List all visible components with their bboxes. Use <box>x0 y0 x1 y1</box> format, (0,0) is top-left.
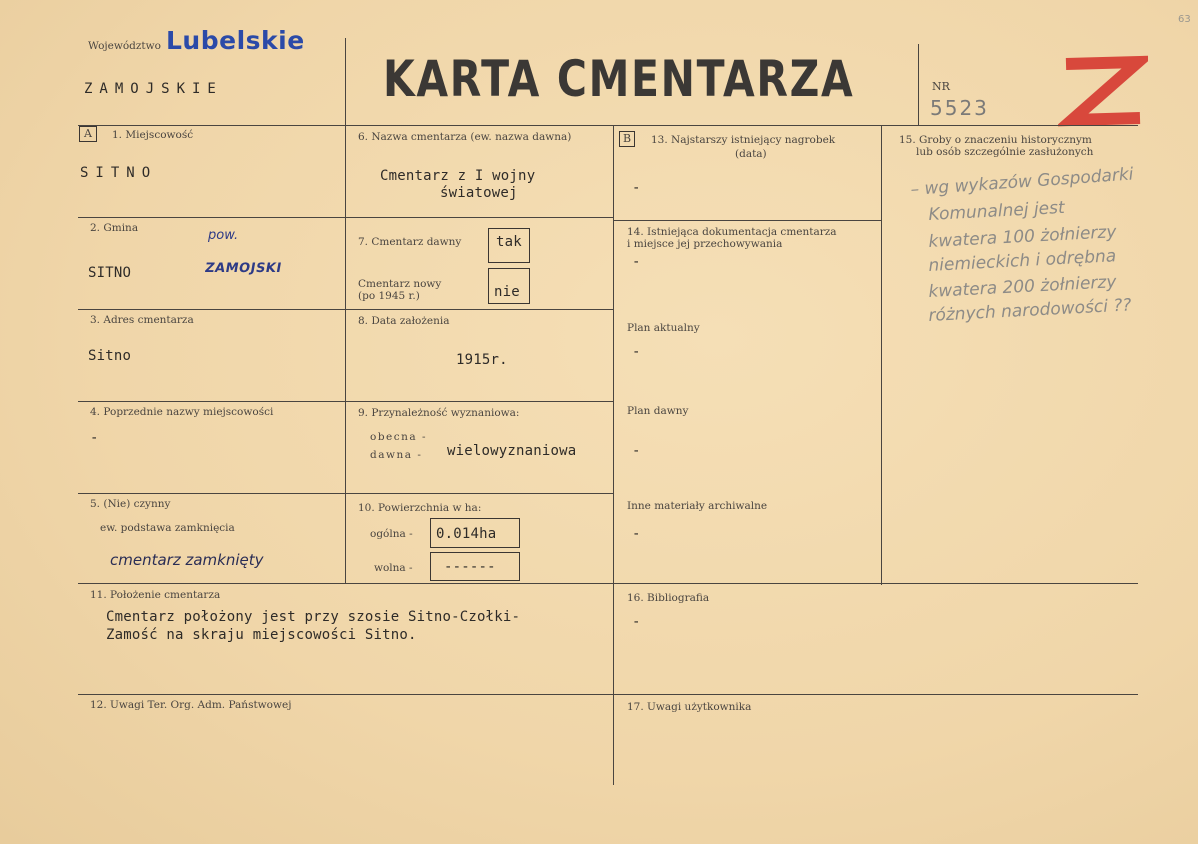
field-16-value: - <box>632 614 641 630</box>
plan-old-value: - <box>632 443 641 459</box>
header-divider <box>345 38 346 126</box>
field-4-value: - <box>90 430 99 446</box>
field-9-current-label: obecna - <box>370 431 428 443</box>
district-name: ZAMOJSKIE <box>84 81 223 97</box>
field-11-line1: Cmentarz położony jest przy szosie Sitno-Czołki- <box>106 609 521 625</box>
voivodeship-stamp: Lubelskie <box>166 26 305 55</box>
field-11-label: 11. Położenie cmentarza <box>90 589 221 601</box>
field-4-label: 4. Poprzednie nazwy miejscowości <box>90 406 274 418</box>
field-14-label: 14. Istniejąca dokumentacja cmentarza <box>627 226 837 238</box>
section-a-badge: A <box>79 126 97 142</box>
field-10-total-label: ogólna - <box>370 528 413 540</box>
field-13-value: - <box>632 180 641 196</box>
field-15-note-line: – wg wykazów Gospodarki <box>910 164 1135 200</box>
row-divider <box>78 125 1138 126</box>
field-9-former-label: dawna - <box>370 449 423 461</box>
corner-mark: 63 <box>1178 14 1191 25</box>
field-9-label: 9. Przynależność wyznaniowa: <box>358 407 520 419</box>
field-2-label: 2. Gmina <box>90 222 139 234</box>
field-17-label: 17. Uwagi użytkownika <box>627 701 752 713</box>
field-6-value-line2: światowej <box>440 185 518 201</box>
row-divider <box>613 220 881 221</box>
field-2-value: SITNO <box>88 265 132 281</box>
field-6-label: 6. Nazwa cmentarza (ew. nazwa dawna) <box>358 131 572 143</box>
field-14-value: - <box>632 254 641 270</box>
field-15-label-sub: lub osób szczególnie zasłużonych <box>916 146 1094 158</box>
red-z-mark <box>1058 52 1148 132</box>
field-7-new-value: nie <box>494 284 520 300</box>
row-divider <box>78 493 613 494</box>
row-divider <box>78 309 613 310</box>
field-2-hand-value: ZAMOJSKI <box>203 261 283 276</box>
field-16-label: 16. Bibliografia <box>627 592 710 604</box>
field-2-hand-prefix: pow. <box>208 228 239 243</box>
row-divider <box>78 583 1138 584</box>
field-5-label: 5. (Nie) czynny <box>90 498 171 510</box>
row-divider <box>78 217 613 218</box>
field-13-label-sub: (data) <box>735 148 767 160</box>
row-divider <box>78 694 1138 695</box>
field-6-value-line1: Cmentarz z I wojny <box>380 168 536 184</box>
other-materials-value: - <box>632 526 641 542</box>
field-10-total-value: 0.014ha <box>436 526 497 542</box>
field-3-label: 3. Adres cmentarza <box>90 314 194 326</box>
column-divider <box>613 125 614 785</box>
plan-old-label: Plan dawny <box>627 405 689 417</box>
field-1-label: 1. Miejscowość <box>112 129 194 141</box>
field-15-note-line: Komunalnej jest <box>928 197 1066 225</box>
field-7-old-value: tak <box>496 234 522 250</box>
column-divider <box>881 125 882 585</box>
card-title: KARTA CMENTARZA <box>383 50 855 108</box>
field-5-sublabel: ew. podstawa zamknięcia <box>100 522 235 534</box>
voivodeship-label: Województwo <box>88 40 161 52</box>
plan-current-value: - <box>632 344 641 360</box>
field-9-former-value: wielowyznaniowa <box>447 443 577 459</box>
field-15-note-line: niemieckich i odrębna <box>928 246 1117 276</box>
row-divider <box>78 401 613 402</box>
field-15-note-line: kwatera 200 żołnierzy <box>928 272 1117 302</box>
field-7-new-label-sub: (po 1945 r.) <box>358 290 420 302</box>
field-10-label: 10. Powierzchnia w ha: <box>358 502 482 514</box>
column-divider <box>345 125 346 583</box>
field-15-note-line: kwatera 100 żołnierzy <box>928 222 1117 252</box>
field-1-value: SITNO <box>80 165 158 181</box>
field-12-label: 12. Uwagi Ter. Org. Adm. Państwowej <box>90 699 292 711</box>
field-11-line2: Zamość na skraju miejscowości Sitno. <box>106 627 417 643</box>
header-divider <box>918 44 919 126</box>
field-13-label: 13. Najstarszy istniejący nagrobek <box>651 134 836 146</box>
field-7-old-label: 7. Cmentarz dawny <box>358 236 462 248</box>
plan-current-label: Plan aktualny <box>627 322 700 334</box>
field-7-new-label: Cmentarz nowy <box>358 278 442 290</box>
field-15-note-line: różnych narodowości ?? <box>928 295 1132 326</box>
field-14-label-sub: i miejsce jej przechowywania <box>627 238 783 250</box>
field-8-label: 8. Data założenia <box>358 315 450 327</box>
field-10-free-label: wolna - <box>374 562 413 574</box>
field-3-value: Sitno <box>88 348 132 364</box>
card-number: 5523 <box>930 96 989 120</box>
field-10-free-value: ------ <box>444 559 496 575</box>
field-8-value: 1915r. <box>456 352 508 368</box>
number-label: NR <box>932 80 950 93</box>
field-15-label: 15. Groby o znaczeniu historycznym <box>899 134 1092 146</box>
section-b-badge: B <box>619 131 635 147</box>
other-materials-label: Inne materiały archiwalne <box>627 500 768 512</box>
field-5-hand-value: cmentarz zamknięty <box>110 551 264 569</box>
